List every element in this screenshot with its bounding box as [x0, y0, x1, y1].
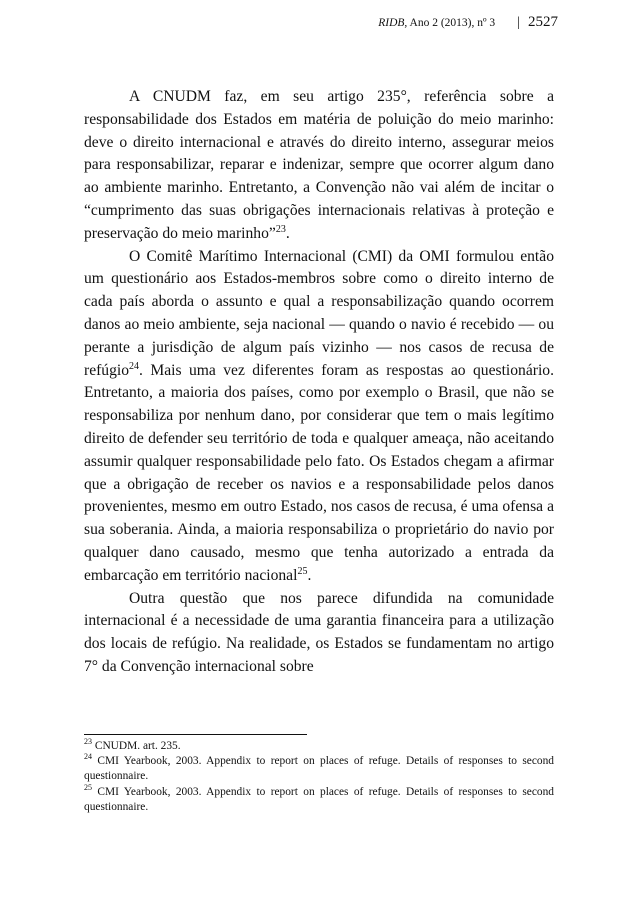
footnote-text: CMI Yearbook, 2003. Appendix to report on places of refuge. Details of responses to second questionnaire. [84, 785, 554, 813]
running-header [378, 14, 558, 31]
paragraph-1 [84, 86, 554, 246]
footnotes [84, 739, 554, 815]
paragraph-text: A CNUDM faz, em seu artigo 235°, referência sobre a responsabilidade dos Estados em matéria de poluição do meio marinho: deve o direito internacional e através do direito interno, assegurar meios para responsabilizar, reparar e indenizar, sempre que ocorrer algum dano ao ambiente marinho. Entretanto, a Convenção não vai além de incitar o “cumprimento das suas obrigações internacionais relativas à proteção e preservação do meio marinho” [84, 88, 554, 242]
paragraph-text: . [307, 566, 312, 584]
footnote-text: CNUDM. art. 235. [92, 740, 181, 752]
footnote-number: 25 [84, 782, 92, 792]
footnote-divider [84, 734, 307, 735]
footnote-ref-24: 24 [129, 360, 140, 372]
journal-name: RIDB [378, 17, 405, 29]
footnote-number: 23 [84, 737, 92, 747]
paragraph-text: . Mais uma vez diferentes foram as respostas ao questionário. Entretanto, a maioria dos países, como por exemplo o Brasil, que não se responsabiliza por nenhum dano, por considerar que tem o mais legítimo direito de defender seu território de toda e qualquer ameaça, não aceitando assumir qualquer responsabilidade pelo fato. Os Estados chegam a afirmar que a obrigação de receber os navios e a responsabilidade pelos danos provenientes, mesmo em outro Estado, nos casos de recusa, é uma ofensa a sua soberania. Ainda, a maioria responsabiliza o proprietário do navio por qualquer dano causado, mesmo que tenha autorizado a entrada da embarcação em território nacional [84, 361, 554, 584]
footnote-ref-23: 23 [275, 223, 286, 235]
paragraph-text: . [285, 224, 290, 242]
journal-issue: , Ano 2 (2013), nº 3 [404, 17, 496, 29]
paragraph-3 [84, 588, 554, 679]
footnote-24 [84, 754, 554, 784]
header-separator: | [517, 15, 520, 30]
footnote-text: CMI Yearbook, 2003. Appendix to report on places of refuge. Details of responses to second questionnaire. [84, 755, 554, 783]
footnote-ref-25: 25 [297, 565, 308, 577]
paragraph-2 [84, 246, 554, 588]
footnote-23 [84, 739, 554, 754]
main-text [84, 86, 554, 679]
footnote-25 [84, 782, 554, 815]
paragraph-text: O Comitê Marítimo Internacional (CMI) da OMI formulou então um questionário aos Estados-membros sobre como o direito interno de cada país aborda o assunto e qual a responsabilização quando ocorrem danos ao meio ambiente, seja nacional — quando o navio é recebido — ou perante a jurisdição de algum país vizinho — nos casos de recusa de refúgio [84, 247, 554, 379]
paragraph-text: Outra questão que nos parece difundida na comunidade internacional é a necessidade de uma garantia financeira para a utilização dos locais de refúgio. Na realidade, os Estados se fundamentam no artigo 7° da Convenção internacional sobre [84, 589, 554, 675]
page-number: 2527 [528, 14, 558, 30]
footnote-number: 24 [84, 752, 92, 762]
